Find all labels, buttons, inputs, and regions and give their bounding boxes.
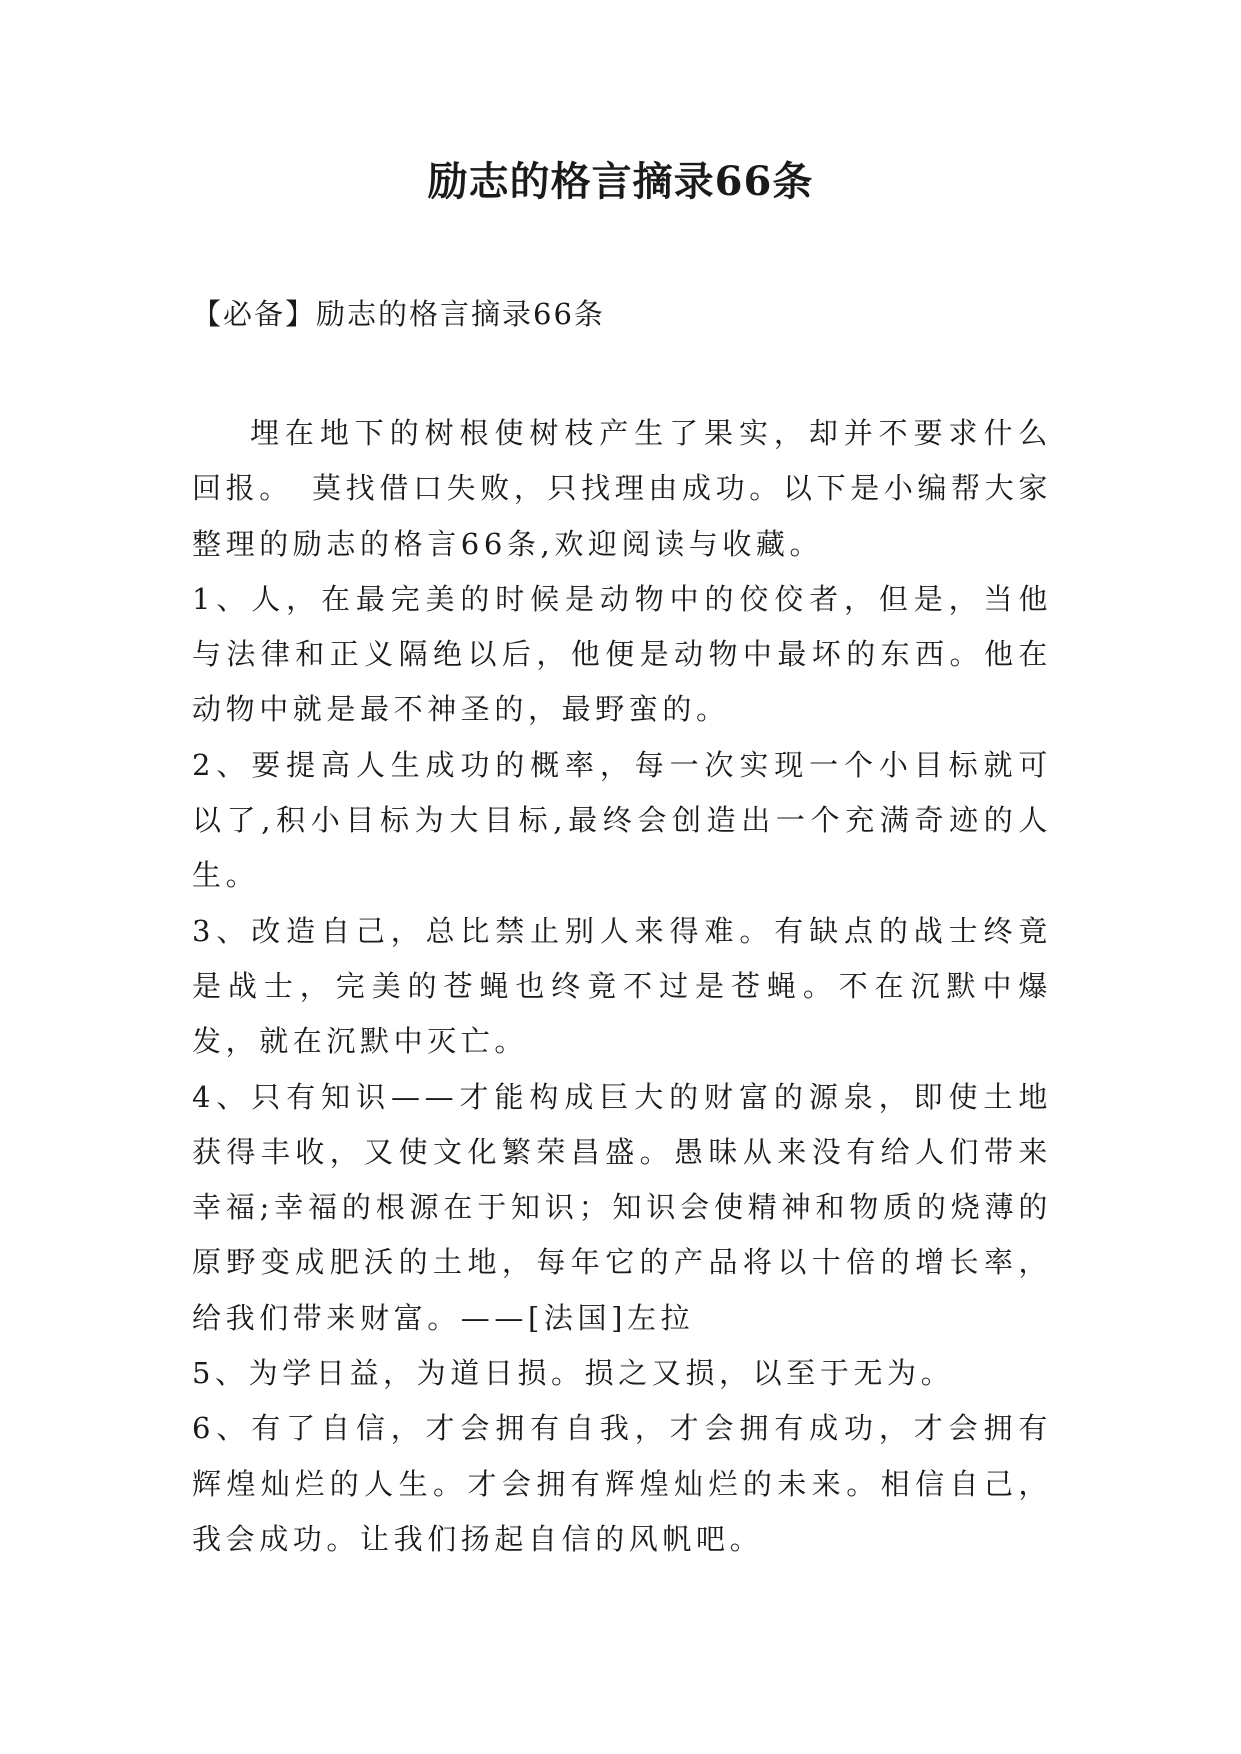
quote-paragraph: 5、为学日益，为道日损。损之又损，以至于无为。 [192,1356,955,1391]
quote-paragraph: 3、改造自己，总比禁止别人来得难。有缺点的战士终竟是战士，完美的苍蝇也终竟不过是苍蝇。不在沉默中爆发，就在沉默中灭亡。 [192,913,1052,1059]
document-subtitle: 【必备】励志的格言摘录66条 [192,297,605,331]
quote-paragraph: 4、只有知识——才能构成巨大的财富的源泉，即使土地获得丰收，又使文化繁荣昌盛。愚昧从来没有给人们带来幸福;幸福的根源在于知识；知识会使精神和物质的烧薄的原野变成肥沃的土地，每年它的产品将以十倍的增长率，给我们带来财富。——[法国]左拉 [192,1079,1052,1335]
quote-paragraph: 6、有了自信，才会拥有自我，才会拥有成功，才会拥有辉煌灿烂的人生。才会拥有辉煌灿烂的未来。相信自己，我会成功。让我们扬起自信的风帆吧。 [192,1411,1052,1556]
intro-paragraph: 埋在地下的树根使树枝产生了果实，却并不要求什么回报。 莫找借口失败，只找理由成功。以下是小编帮大家整理的励志的格言66条,欢迎阅读与收藏。 [192,416,1052,561]
document-body [192,406,1052,1567]
document-title: 励志的格言摘录66条 [427,158,814,205]
quote-paragraph: 1、人，在最完美的时候是动物中的佼佼者，但是，当他与法律和正义隔绝以后，他便是动物中最坏的东西。他在动物中就是最不神圣的，最野蛮的。 [192,581,1052,727]
quote-paragraph: 2、要提高人生成功的概率，每一次实现一个小目标就可以了,积小目标为大目标,最终会创造出一个充满奇迹的人生。 [192,747,1052,893]
